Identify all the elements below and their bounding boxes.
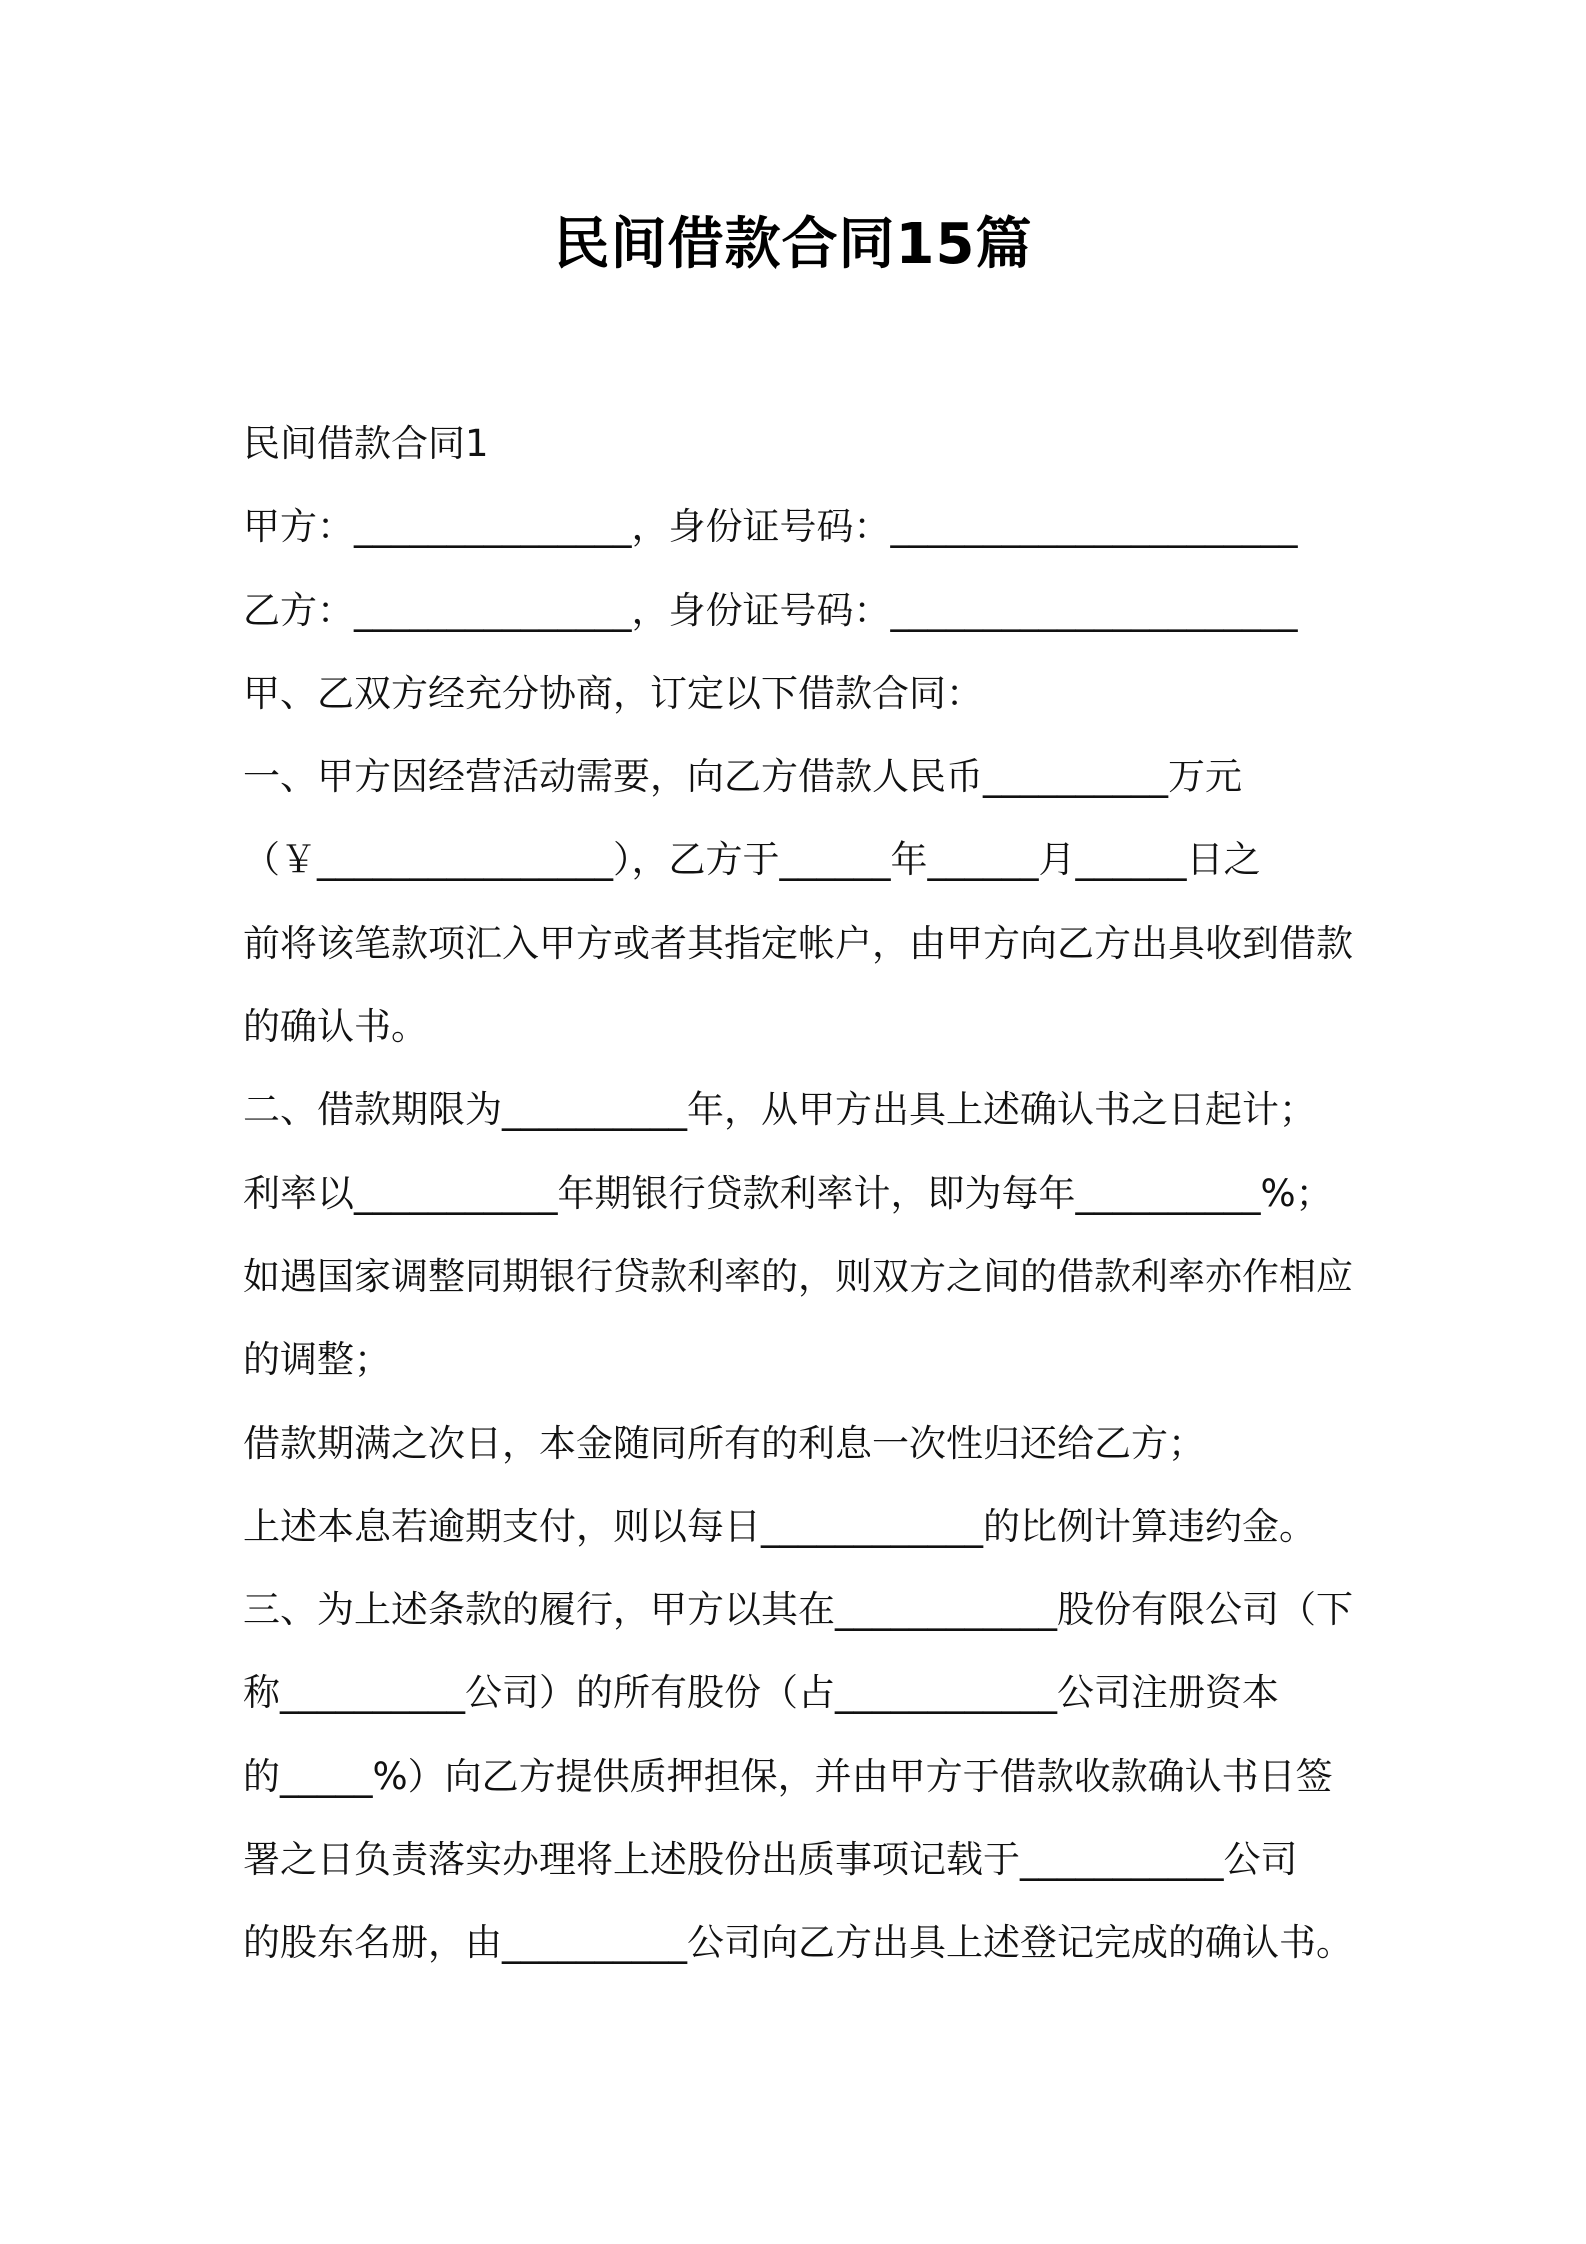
party-b-line: 乙方：_______________，身份证号码：______________________: [243, 588, 1298, 632]
party-a-line: 甲方：_______________，身份证号码：______________________: [243, 505, 1298, 549]
clause-2-line-5: 借款期满之次日，本金随同所有的利息一次性归还给乙方；: [243, 1421, 1205, 1465]
agreement-intro: 甲、乙双方经充分协商，订定以下借款合同：: [243, 671, 983, 715]
clause-2-line-1: 二、借款期限为__________年，从甲方出具上述确认书之日起计；: [243, 1088, 1316, 1132]
clause-2-line-3: 如遇国家调整同期银行贷款利率的，则双方之间的借款利率亦作相应: [243, 1254, 1353, 1298]
contract-heading: 民间借款合同1: [243, 422, 489, 465]
clause-3-line-5: 的股东名册，由__________公司向乙方出具上述登记完成的确认书。: [243, 1921, 1353, 1965]
clause-3-line-4: 署之日负责落实办理将上述股份出质事项记载于___________公司: [243, 1838, 1298, 1882]
clause-1-line-1: 一、甲方因经营活动需要，向乙方借款人民币__________万元: [243, 755, 1242, 799]
contract-body: [243, 402, 1423, 1985]
clause-2-line-6: 上述本息若逾期支付，则以每日____________的比例计算违约金。: [243, 1504, 1316, 1548]
clause-3-line-2: 称__________公司）的所有股份（占____________公司注册资本: [243, 1671, 1279, 1715]
clause-3-line-1: 三、为上述条款的履行，甲方以其在____________股份有限公司（下: [243, 1588, 1353, 1632]
clause-1-line-2: （￥________________），乙方于______年______月______日之: [243, 838, 1261, 882]
clause-1-line-4: 的确认书。: [243, 1005, 428, 1049]
clause-3-line-3: 的_____%）向乙方提供质押担保，并由甲方于借款收款确认书日签: [243, 1754, 1333, 1798]
clause-1-line-3: 前将该笔款项汇入甲方或者其指定帐户，由甲方向乙方出具收到借款: [243, 921, 1353, 965]
clause-2-line-2: 利率以___________年期银行贷款利率计，即为每年__________%；: [243, 1171, 1333, 1215]
document-title: 民间借款合同15篇: [553, 212, 1033, 277]
clause-2-line-4: 的调整；: [243, 1338, 391, 1382]
